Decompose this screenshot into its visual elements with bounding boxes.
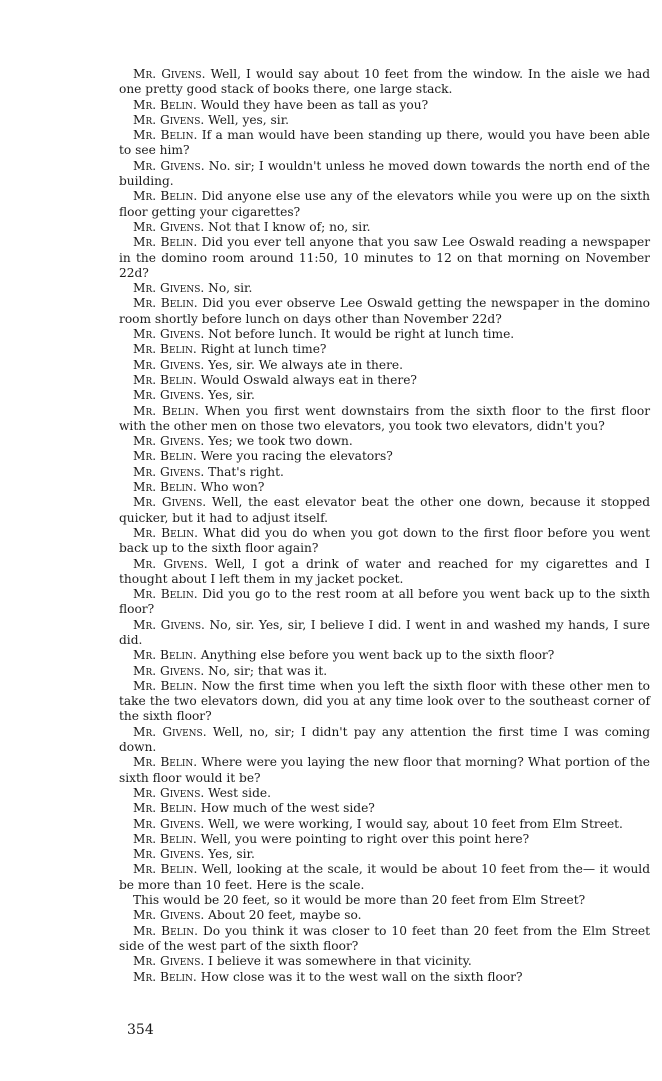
speaker-name: Mr. Givens. (133, 785, 205, 800)
utterance-text: What did you do when you got down to the first floor before you went back up to the sixth floor again? (119, 525, 650, 556)
transcript-paragraph (119, 449, 650, 464)
transcript-paragraph (119, 526, 650, 557)
transcript-paragraph (119, 373, 650, 388)
transcript-paragraph (119, 159, 650, 190)
transcript-paragraph (119, 113, 650, 128)
utterance-text: Not that I know of; no, sir. (208, 219, 371, 234)
speaker-name: Mr. Givens. (133, 67, 206, 81)
utterance-text: Yes, sir. (208, 388, 255, 403)
transcript-paragraph (119, 801, 650, 816)
speaker-name: Mr. Givens. (133, 219, 205, 234)
transcript-paragraph (119, 970, 650, 985)
utterance-text: Not before lunch. It would be right at lunch time. (208, 327, 515, 342)
transcript-paragraph (119, 679, 650, 725)
utterance-text: Well, yes, sir. (208, 112, 290, 127)
speaker-name: Mr. Belin. (133, 342, 197, 357)
utterance-text: Well, the east elevator beat the other one down, because it stopped quicker, but it had to adjust itself. (119, 495, 651, 525)
transcript-paragraph (119, 220, 650, 235)
utterance-text: Were you racing the elevators? (200, 449, 393, 464)
transcript-paragraph (119, 725, 650, 756)
utterance-text: When you first went downstairs from the sixth floor to the first floor with the other men on those two elevators, you took two elevators, didn't you? (119, 403, 651, 433)
utterance-text: I believe it was somewhere in that vicinity. (208, 954, 472, 969)
utterance-text: Yes, sir. (208, 847, 255, 862)
speaker-name: Mr. Givens. (133, 388, 205, 403)
utterance-text: Do you think it was closer to 10 feet than 20 feet from the Elm Street side of the west part of the sixth floor? (119, 923, 650, 953)
transcript-paragraph (119, 786, 650, 801)
transcript-paragraph (119, 67, 650, 98)
speaker-name: Mr. Belin. (133, 923, 198, 938)
speaker-name: Mr. Belin. (133, 189, 198, 204)
transcript-paragraph (119, 358, 650, 373)
speaker-name: Mr. Givens. (133, 724, 207, 739)
speaker-name: Mr. Belin. (133, 862, 198, 877)
speaker-name: Mr. Givens. (133, 908, 205, 923)
transcript-paragraph (119, 618, 650, 649)
speaker-name: Mr. Belin. (133, 525, 198, 540)
utterance-text: About 20 feet, maybe so. (208, 908, 362, 923)
transcript-paragraph (119, 664, 650, 679)
transcript-paragraph (119, 128, 650, 159)
utterance-text: Who won? (200, 480, 265, 495)
speaker-name: Mr. Belin. (133, 372, 197, 387)
transcript-paragraph (119, 235, 650, 281)
transcript-paragraph (119, 480, 650, 495)
transcript-paragraph (119, 832, 650, 847)
utterance-text: Well, I got a drink of water and reached for my cigarettes and I thought about I left them in my jacket pocket. (119, 556, 650, 586)
utterance-text: Did you go to the rest room at all before you went back up to the sixth floor? (119, 587, 650, 617)
speaker-name: Mr. Belin. (133, 449, 197, 464)
speaker-name: Mr. Givens. (133, 495, 207, 510)
transcript-paragraph (119, 98, 650, 113)
speaker-name: Mr. Givens. (133, 434, 205, 449)
transcript-paragraph (119, 817, 650, 832)
transcript-paragraph (119, 281, 650, 296)
utterance-text: How much of the west side? (200, 801, 375, 816)
speaker-name: Mr. Givens. (133, 816, 205, 831)
utterance-text: West side. (208, 785, 271, 800)
utterance-text: Did you ever observe Lee Oswald getting the newspaper in the domino room shortly before lunch on days other than November 22d? (119, 296, 651, 326)
speaker-name: Mr. Belin. (133, 403, 199, 418)
transcript-paragraph (119, 465, 650, 480)
utterance-text: Yes; we took two down. (208, 434, 353, 449)
utterance-text: Did anyone else use any of the elevators while you were up on the sixth floor getting your cigarettes? (119, 189, 651, 219)
transcript-paragraph (119, 434, 650, 449)
speaker-name: Mr. Belin. (133, 296, 198, 311)
utterance-text: How close was it to the west wall on the sixth floor? (200, 969, 523, 984)
speaker-name: Mr. Givens. (133, 954, 205, 969)
utterance-text: Well, we were working, I would say, about 10 feet from Elm Street. (208, 816, 623, 831)
speaker-name: Mr. Givens. (133, 357, 205, 372)
utterance-text: No, sir; that was it. (208, 663, 328, 678)
transcript-paragraph (119, 847, 650, 862)
utterance-text: Would Oswald always eat in there? (200, 372, 417, 387)
speaker-name: Mr. Belin. (133, 831, 197, 846)
speaker-name: Mr. Belin. (133, 97, 197, 112)
transcript-paragraph (119, 557, 650, 588)
utterance-text: Well, no, sir; I didn't pay any attention the first time I was coming down. (119, 724, 651, 755)
speaker-name: Mr. Givens. (133, 556, 208, 571)
transcript-body (119, 67, 650, 985)
utterance-text: That's right. (208, 464, 284, 479)
transcript-paragraph (119, 648, 650, 663)
speaker-name: Mr. Givens. (133, 281, 205, 296)
utterance-text: Well, looking at the scale, it would be about 10 feet from the— it would be more than 10 feet. Here is the scale. (119, 862, 651, 892)
speaker-name: Mr. Givens. (133, 158, 205, 173)
utterance-text: No. sir; I wouldn't unless he moved down towards the north end of the building. (119, 158, 651, 189)
page-number: 354 (127, 1022, 154, 1038)
speaker-name: Mr. Belin. (133, 235, 198, 250)
speaker-name: Mr. Givens. (133, 112, 205, 127)
utterance-text: Well, I would say about 10 feet from the window. In the aisle we had one pretty good stack of books there, one large stack. (119, 67, 651, 97)
utterance-text: Where were you laying the new floor that morning? What portion of the sixth floor would it be? (119, 755, 651, 785)
speaker-name: Mr. Belin. (133, 128, 198, 143)
speaker-name: Mr. Givens. (133, 663, 205, 678)
speaker-name: Mr. Belin. (133, 587, 198, 602)
transcript-paragraph (119, 296, 650, 327)
transcript-paragraph (119, 908, 650, 923)
speaker-name: Mr. Belin. (133, 969, 197, 984)
utterance-text: If a man would have been standing up there, would you have been able to see him? (119, 128, 651, 158)
utterance-text: Right at lunch time? (200, 342, 327, 357)
speaker-name: Mr. Givens. (133, 617, 205, 632)
speaker-name: Mr. Belin. (133, 755, 198, 770)
speaker-name: Mr. Belin. (133, 678, 198, 693)
speaker-name: Mr. Belin. (133, 648, 197, 663)
speaker-name: Mr. Givens. (133, 327, 205, 342)
utterance-text: Yes, sir. We always ate in there. (208, 357, 403, 372)
transcript-paragraph (119, 587, 650, 618)
utterance-text: Now the first time when you left the sixth floor with these other men to take the two elevators down, did you at any time look over to the southeast corner of the sixth floor? (119, 678, 651, 724)
transcript-paragraph (119, 327, 650, 342)
utterance-text: Would they have been as tall as you? (200, 97, 429, 112)
transcript-paragraph (119, 388, 650, 403)
transcript-paragraph (119, 862, 650, 893)
utterance-text: This would be 20 feet, so it would be more than 20 feet from Elm Street? (133, 893, 586, 908)
transcript-paragraph (119, 755, 650, 786)
transcript-paragraph (119, 342, 650, 357)
transcript-paragraph (119, 495, 650, 526)
utterance-text: No, sir. (208, 281, 253, 296)
utterance-text: No, sir. Yes, sir, I believe I did. I went in and washed my hands, I sure did. (119, 617, 650, 647)
transcript-paragraph (119, 404, 650, 435)
speaker-name: Mr. Belin. (133, 480, 197, 495)
transcript-paragraph (119, 924, 650, 955)
transcript-paragraph (119, 189, 650, 220)
transcript-paragraph (119, 893, 650, 908)
utterance-text: Anything else before you went back up to the sixth floor? (200, 648, 555, 663)
utterance-text: Did you ever tell anyone that you saw Lee Oswald reading a newspaper in the domino room around 11:50, 10 minutes to 12 on that morning on November 22d? (119, 235, 651, 280)
speaker-name: Mr. Givens. (133, 464, 205, 479)
transcript-paragraph (119, 954, 650, 969)
utterance-text: Well, you were pointing to right over this point here? (200, 831, 530, 846)
speaker-name: Mr. Givens. (133, 847, 205, 862)
speaker-name: Mr. Belin. (133, 801, 197, 816)
